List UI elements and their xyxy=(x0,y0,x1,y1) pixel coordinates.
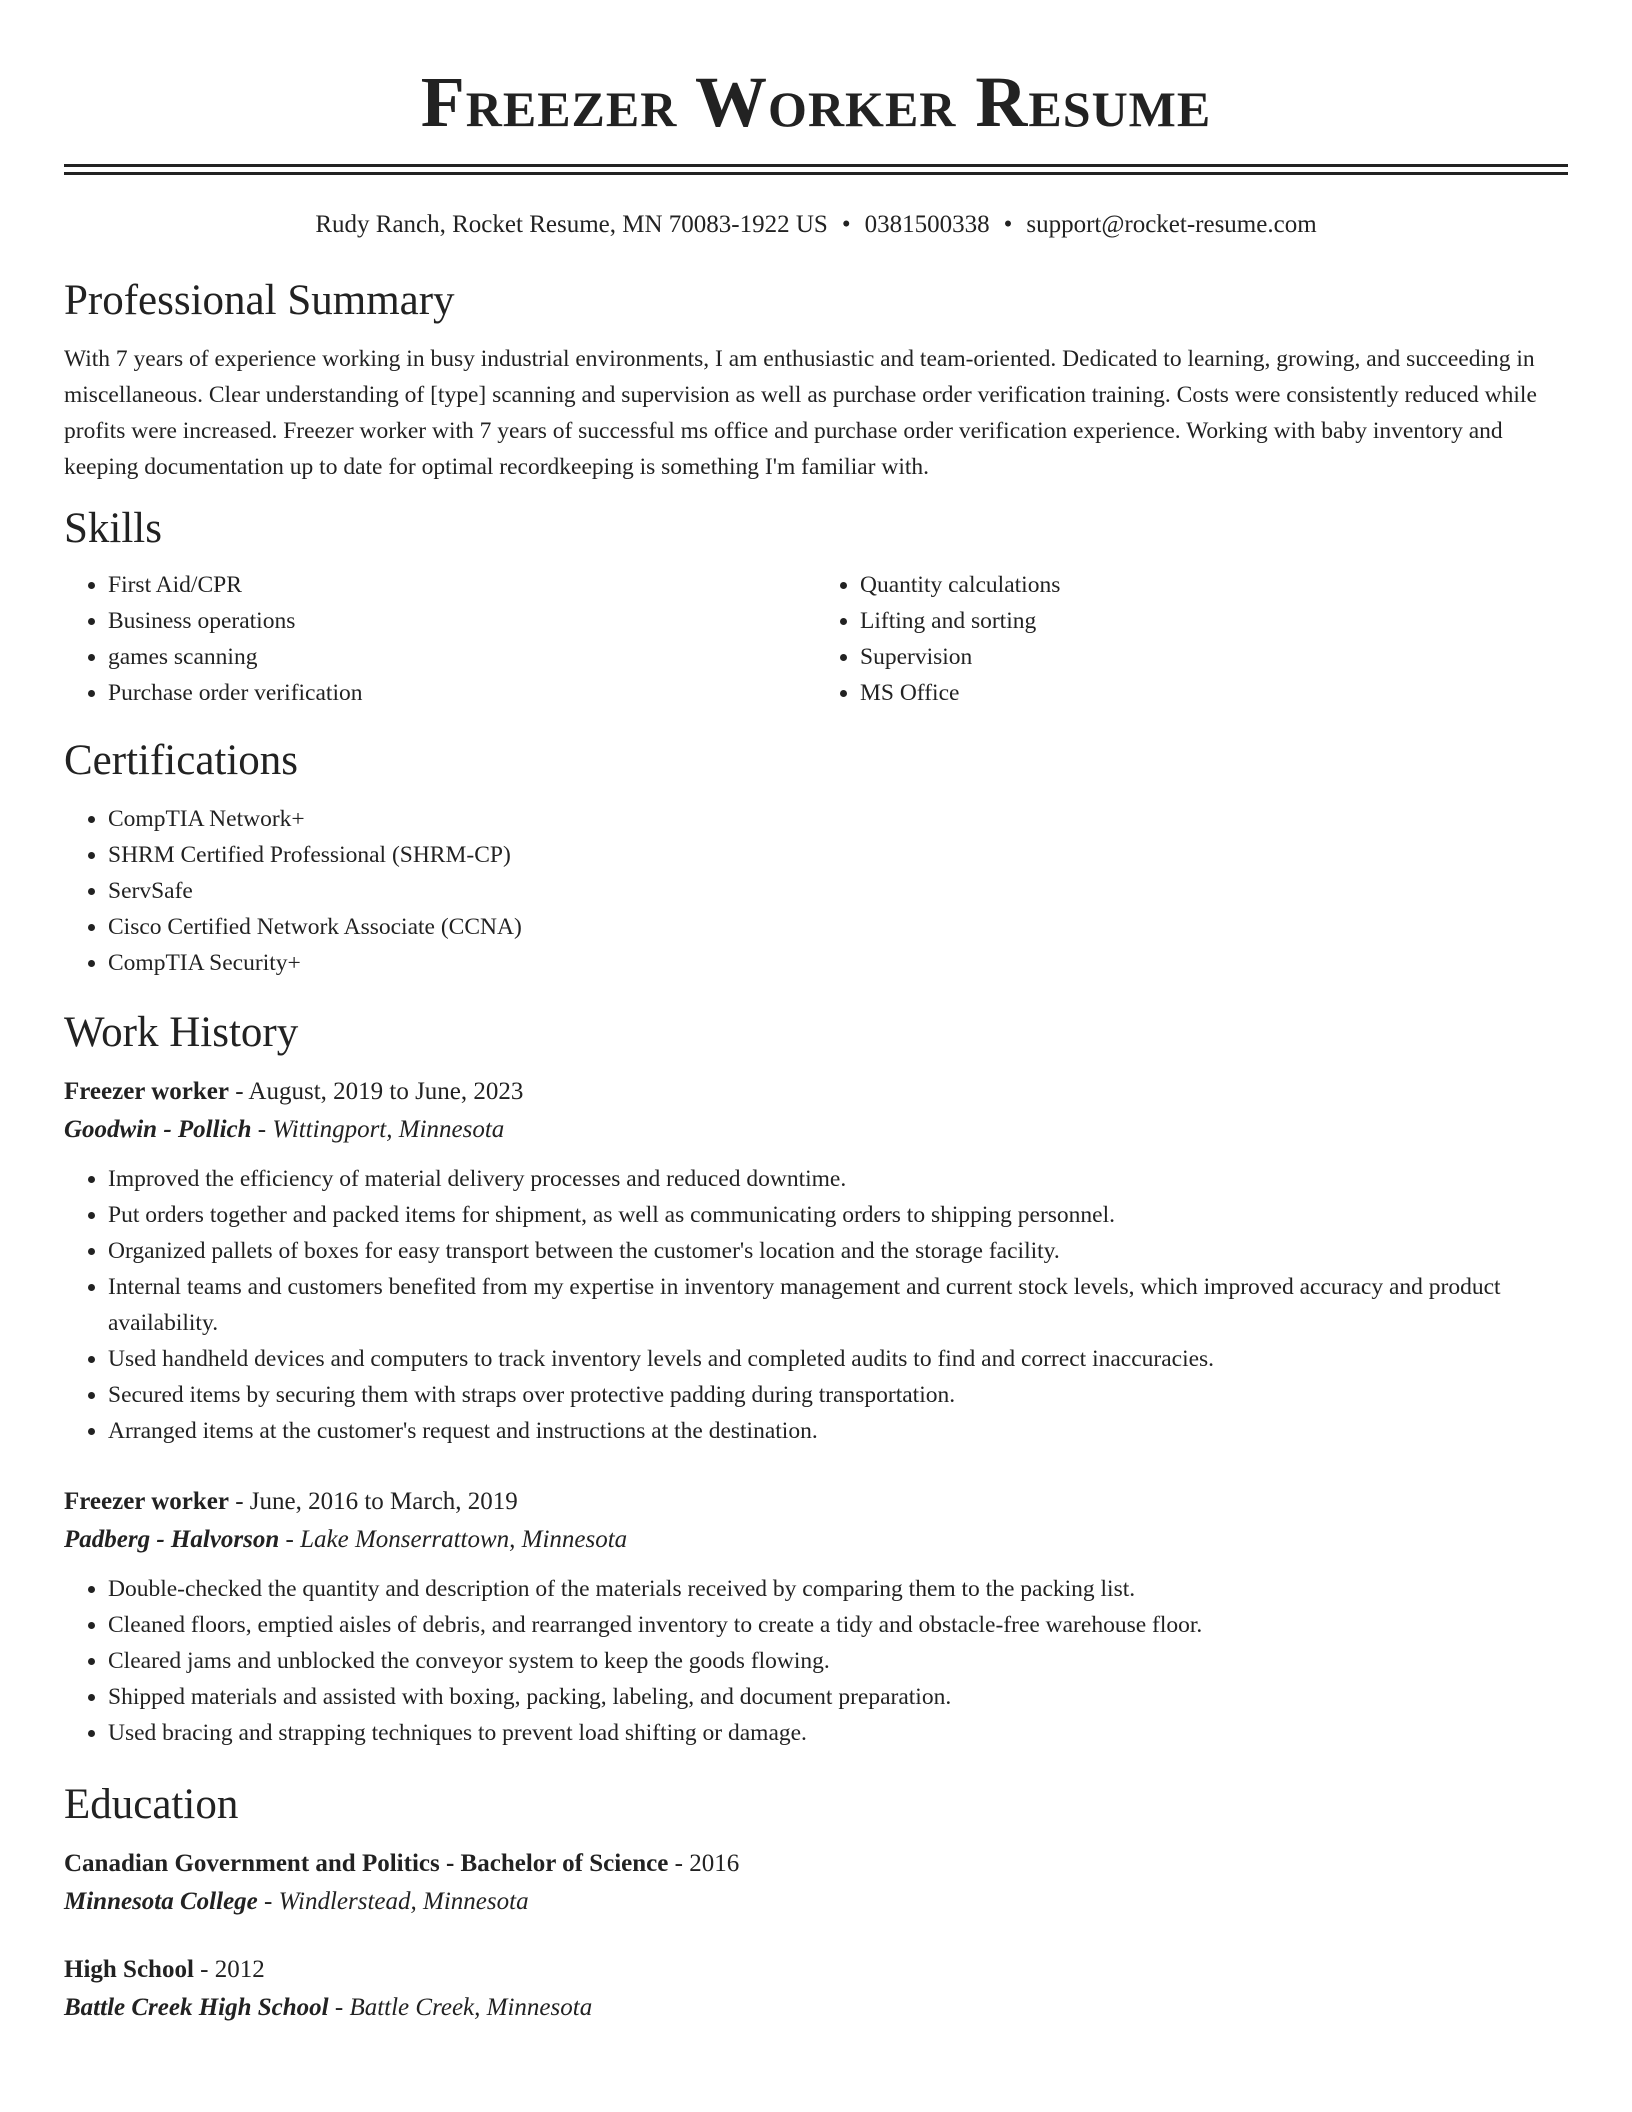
job-bullet: • Put orders together and packed items for shipment, as well as communicating orders to shipping personnel. xyxy=(108,1197,1568,1233)
education-heading: Education xyxy=(64,1781,239,1828)
skill-item: • Purchase order verification xyxy=(108,675,816,711)
skill-item: • Lifting and sorting xyxy=(860,603,1568,639)
work-history-heading: Work History xyxy=(64,1009,299,1056)
resume-title: Freezer Worker Resume xyxy=(420,62,1212,142)
job-bullet: • Improved the efficiency of material delivery processes and reduced downtime. xyxy=(108,1161,1568,1197)
contact-phone: 0381500338 xyxy=(864,211,990,238)
job-bullet: • Used handheld devices and computers to track inventory levels and completed audits to find and correct inaccuracies. xyxy=(108,1341,1568,1377)
summary-heading: Professional Summary xyxy=(64,277,455,324)
skill-item: • Business operations xyxy=(108,603,816,639)
job-bullet: • Shipped materials and assisted with boxing, packing, labeling, and document preparation. xyxy=(108,1679,1568,1715)
skill-item: • games scanning xyxy=(108,639,816,675)
title-double-rule xyxy=(64,164,1568,175)
job-header: Freezer worker - August, 2019 to June, 2023 xyxy=(64,1078,524,1105)
job-bullet: • Cleaned floors, emptied aisles of debris, and rearranged inventory to create a tidy and obstacle-free warehouse floor. xyxy=(108,1607,1568,1643)
certifications-list xyxy=(64,801,1568,981)
job-bullet: • Arranged items at the customer's request and instructions at the destination. xyxy=(108,1413,1568,1449)
job-company: Padberg - Halvorson xyxy=(64,1526,280,1553)
education-entry xyxy=(64,1845,1568,1921)
job-title: Freezer worker xyxy=(64,1488,229,1515)
certification-item: • SHRM Certified Professional (SHRM-CP) xyxy=(108,837,1568,873)
skill-item: • First Aid/CPR xyxy=(108,567,816,603)
education-school-line: Battle Creek High School - Battle Creek, Minnesota xyxy=(64,1994,593,2021)
job-entry xyxy=(64,1483,1568,1751)
education-location: Windlerstead, Minnesota xyxy=(278,1888,529,1915)
job-company-line: Padberg - Halvorson - Lake Monserrattown, Minnesota xyxy=(64,1526,628,1553)
job-header: Freezer worker - June, 2016 to March, 2019 xyxy=(64,1488,518,1515)
skills-columns xyxy=(64,567,1568,711)
contact-line xyxy=(64,209,1568,241)
job-bullet: • Secured items by securing them with straps over protective padding during transportation. xyxy=(108,1377,1568,1413)
certification-item: • CompTIA Security+ xyxy=(108,945,1568,981)
job-bullet: • Organized pallets of boxes for easy transport between the customer's location and the storage facility. xyxy=(108,1233,1568,1269)
job-bullet: • Internal teams and customers benefited from my expertise in inventory management and current stock levels, which improved accuracy and product availability. xyxy=(108,1269,1568,1341)
contact-email: support@rocket-resume.com xyxy=(1026,211,1317,238)
certification-item: • ServSafe xyxy=(108,873,1568,909)
job-title: Freezer worker xyxy=(64,1078,229,1105)
job-company: Goodwin - Pollich xyxy=(64,1116,252,1143)
education-degree: High School xyxy=(64,1956,194,1983)
contact-separator: • xyxy=(1003,211,1013,238)
job-location: Lake Monserrattown, Minnesota xyxy=(300,1526,628,1553)
skill-item: • MS Office xyxy=(860,675,1568,711)
contact-separator: • xyxy=(841,211,851,238)
job-location: Wittingport, Minnesota xyxy=(272,1116,505,1143)
education-entry xyxy=(64,1951,1568,2027)
job-bullet: • Used bracing and strapping techniques to prevent load shifting or damage. xyxy=(108,1715,1568,1751)
skill-item: • Supervision xyxy=(860,639,1568,675)
job-dates: June, 2016 to March, 2019 xyxy=(249,1488,518,1515)
job-company-line: Goodwin - Pollich - Wittingport, Minnesota xyxy=(64,1116,505,1143)
summary-text: With 7 years of experience working in busy industrial environments, I am enthusiastic and team-oriented. Dedicated to learning, growing, and succeeding in miscellaneous. Clear understanding of [type] scanning and supervision as well as purchase order verification training. Costs were consistently reduced while profits were increased. Freezer worker with 7 years of successful ms office and purchase order verification experience. Working with baby inventory and keeping documentation up to date for optimal recordkeeping is something I'm familiar with. xyxy=(64,346,1537,480)
job-bullets xyxy=(64,1161,1568,1449)
education-location: Battle Creek, Minnesota xyxy=(349,1994,593,2021)
skills-list-right xyxy=(816,567,1568,711)
job-bullet: • Cleared jams and unblocked the conveyor system to keep the goods flowing. xyxy=(108,1643,1568,1679)
education-school: Minnesota College xyxy=(64,1888,258,1915)
education-degree: Canadian Government and Politics - Bachelor of Science xyxy=(64,1850,669,1877)
education-degree-line: Canadian Government and Politics - Bachelor of Science - 2016 xyxy=(64,1850,740,1877)
job-bullet: • Double-checked the quantity and description of the materials received by comparing them to the packing list. xyxy=(108,1571,1568,1607)
skill-item: • Quantity calculations xyxy=(860,567,1568,603)
certifications-heading: Certifications xyxy=(64,737,299,784)
skills-list-left xyxy=(64,567,816,711)
certification-item: • CompTIA Network+ xyxy=(108,801,1568,837)
education-year: 2012 xyxy=(214,1956,265,1983)
contact-address: Rudy Ranch, Rocket Resume, MN 70083-1922 US xyxy=(315,211,828,238)
education-degree-line: High School - 2012 xyxy=(64,1956,265,1983)
education-school: Battle Creek High School xyxy=(64,1994,329,2021)
certification-item: • Cisco Certified Network Associate (CCNA) xyxy=(108,909,1568,945)
job-dates: August, 2019 to June, 2023 xyxy=(248,1078,524,1105)
education-school-line: Minnesota College - Windlerstead, Minnesota xyxy=(64,1888,529,1915)
job-entry xyxy=(64,1073,1568,1449)
job-bullets xyxy=(64,1571,1568,1751)
education-year: 2016 xyxy=(689,1850,740,1877)
skills-heading: Skills xyxy=(64,505,162,552)
